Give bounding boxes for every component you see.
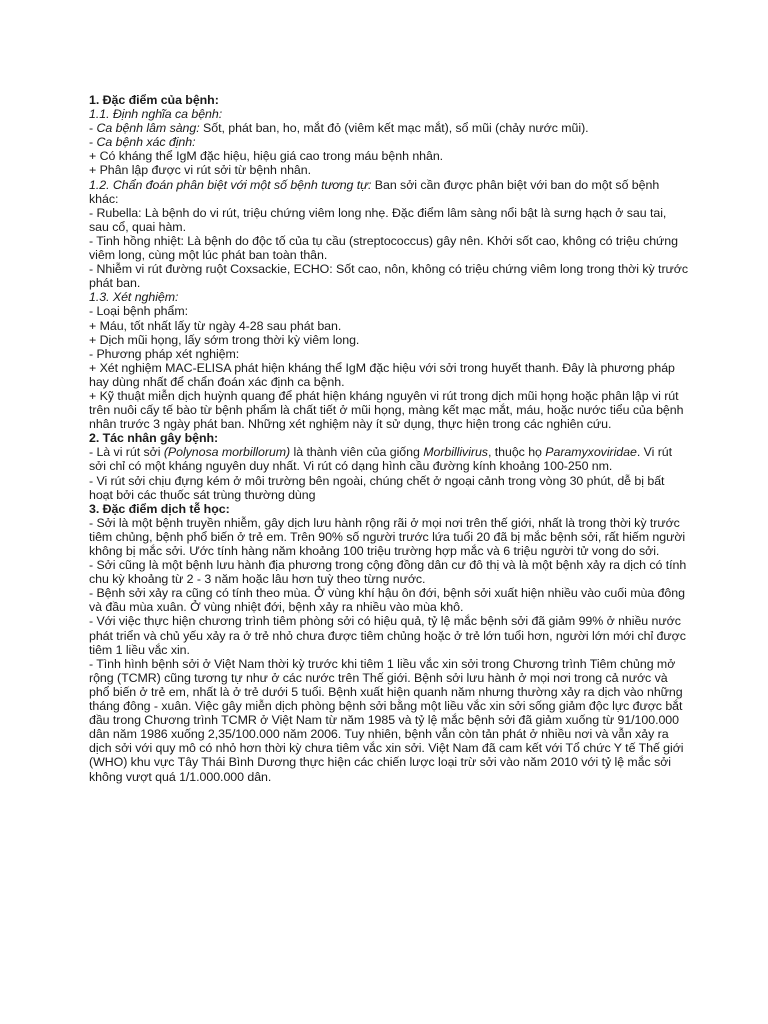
paragraph xyxy=(89,178,689,206)
text-run: - Tinh hồng nhiệt: Là bệnh do độc tố của tụ cầu (streptococcus) gây nên. Khởi sốt cao, không có triệu chứng viêm long, cùng một lúc phát ban toàn thân. xyxy=(89,233,678,263)
paragraph xyxy=(89,558,689,586)
document-body xyxy=(89,93,689,784)
text-run: (Polynosa morbillorum) xyxy=(163,445,291,460)
text-run: + Xét nghiệm MAC-ELISA phát hiện kháng thể IgM đặc hiệu với sởi trong huyết thanh. Đây là phương pháp hay dùng nhất để chẩn đoán xác định ca bệnh. xyxy=(89,360,675,389)
text-run: Sốt, phát ban, ho, mắt đỏ (viêm kết mạc mắt), sổ mũi (chảy nước mũi). xyxy=(199,121,589,136)
paragraph xyxy=(89,474,689,502)
paragraph xyxy=(89,107,689,121)
text-run: + Kỹ thuật miễn dịch huỳnh quang để phát hiện kháng nguyên vi rút trong dịch mũi họng hoặc phân lập vi rút trên nuôi cấy tế bào từ bệnh phẩm là chất tiết ở mũi họng, màng kết mạc mắt, máu, hoặc nước tiểu của bệnh nhân trước 3 ngày phát ban. Những xét nghiệm này ít sử dụng, thực hiện trong các nghiên cứu. xyxy=(89,388,684,432)
text-run: - Vi rút sởi chịu đựng kém ở môi trường bên ngoài, chúng chết ở ngoại cảnh trong vòng 30 phút, dễ bị bất hoạt bởi các thuốc sát trùng thường dùng xyxy=(89,473,665,502)
text-run: - Bệnh sởi xảy ra cũng có tính theo mùa. Ở vùng khí hậu ôn đới, bệnh sởi xuất hiện nhiều vào cuối mùa đông và đầu mùa xuân. Ở vùng nhiệt đới, bệnh xảy ra nhiều vào mùa khô. xyxy=(89,586,685,615)
paragraph xyxy=(89,445,689,473)
text-run: + Máu, tốt nhất lấy từ ngày 4-28 sau phát ban. xyxy=(89,318,342,333)
text-run: + Phân lập được vi rút sởi từ bệnh nhân. xyxy=(89,163,311,178)
text-run: 2. Tác nhân gây bệnh: xyxy=(89,431,219,446)
paragraph xyxy=(89,347,689,361)
paragraph xyxy=(89,586,689,614)
text-run: Morbillivirus xyxy=(423,445,488,460)
text-run: - Sởi cũng là một bệnh lưu hành địa phương trong cộng đồng dân cư đô thị và là một bệnh xảy ra dịch có tính chu kỳ khoảng từ 2 - 3 năm hoặc lâu hơn tuỳ theo từng nước. xyxy=(89,558,687,587)
text-run: . Vi rút sởi chỉ có một kháng nguyên duy nhất. Vi rút có dạng hình cầu đường kính khoảng 100-250 nm. xyxy=(89,445,673,474)
text-run: Ca bệnh xác định: xyxy=(96,135,196,150)
paragraph xyxy=(89,206,689,234)
text-run: - Sởi là một bệnh truyền nhiễm, gây dịch lưu hành rộng rãi ở mọi nơi trên thế giới, nhất là trong thời kỳ trước tiêm chủng, bệnh phổ biến ở trẻ em. Trên 90% số người trước lứa tuổi 20 đã bị mắc bệnh sởi, rất hiếm người không bị mắc sởi. Ước tính hàng năm khoảng 100 triệu trường hợp mắc và 6 triệu người tử vong do sởi. xyxy=(89,515,686,558)
text-run: - Tình hình bệnh sởi ở Việt Nam thời kỳ trước khi tiêm 1 liều vắc xin sởi trong Chương trình Tiêm chủng mở rộng (TCMR) cũng tương tự như ở các nước trên Thế giới. Bệnh sởi lưu hành ở mọi nơi trong cả nước và phổ biến ở trẻ em, nhất là ở trẻ dưới 5 tuổi. Bệnh xuất hiện quanh năm nhưng thường xảy ra dịch vào những tháng đông - xuân. Việc gây miễn dịch phòng bệnh sởi bằng một liều vắc xin sởi sống giảm độc lực được bắt đầu trong Chương trình TCMR ở Việt Nam từ năm 1985 và tỷ lệ mắc bệnh sởi đã giảm xuống từ 91/100.000 dân năm 1986 xuống 2,35/100.000 năm 2006. Tuy nhiên, bệnh vẫn còn tản phát ở nhiều nơi và vẫn xảy ra dịch sởi với quy mô có nhỏ hơn thời kỳ chưa tiêm vắc xin sởi. Việt Nam đã cam kết với Tổ chức Y tế Thế giới (WHO) khu vực Tây Thái Bình Dương thực hiện các chiến lược loại trừ sởi vào năm 2010 với tỷ lệ mắc sởi không vượt quá 1/1.000.000 dân. xyxy=(89,656,684,784)
text-run: 1. Đặc điểm của bệnh: xyxy=(89,93,219,107)
paragraph xyxy=(89,516,689,558)
text-run: - Loại bệnh phẩm: xyxy=(89,304,189,319)
text-run: + Có kháng thể IgM đặc hiệu, hiệu giá cao trong máu bệnh nhân. xyxy=(89,149,444,164)
section-heading xyxy=(89,93,689,107)
text-run: Ban sởi cần được phân biệt với ban do một số bệnh khác: xyxy=(89,177,660,206)
paragraph xyxy=(89,163,689,177)
text-run: Ca bệnh lâm sàng: xyxy=(96,121,200,136)
paragraph xyxy=(89,149,689,163)
paragraph xyxy=(89,361,689,389)
paragraph xyxy=(89,304,689,318)
text-run: 1.2. Chẩn đoán phân biệt với một số bệnh tương tự: xyxy=(89,177,372,192)
text-run: - Rubella: Là bệnh do vi rút, triệu chứng viêm long nhẹ. Đặc điểm lâm sàng nổi bật là sưng hạch ở sau tai, sau cổ, quai hàm. xyxy=(89,205,667,234)
text-run: Paramyxoviridae xyxy=(545,445,637,460)
text-run: - Phương pháp xét nghiệm: xyxy=(89,346,240,361)
text-run: 3. Đặc điểm dịch tễ học: xyxy=(89,501,230,516)
text-run: - Là vi rút sởi xyxy=(89,445,164,460)
paragraph xyxy=(89,234,689,262)
text-run: - xyxy=(89,121,97,136)
text-run: 1.3. Xét nghiệm: xyxy=(89,290,179,305)
paragraph xyxy=(89,389,689,431)
paragraph xyxy=(89,319,689,333)
text-run: + Dịch mũi họng, lấy sớm trong thời kỳ viêm long. xyxy=(89,332,360,347)
paragraph xyxy=(89,262,689,290)
paragraph xyxy=(89,614,689,656)
paragraph xyxy=(89,290,689,304)
section-heading xyxy=(89,502,689,516)
text-run: - Với việc thực hiện chương trình tiêm phòng sởi có hiệu quả, tỷ lệ mắc bệnh sởi đã giảm 99% ở nhiều nước phát triển và chủ yếu xảy ra ở trẻ nhỏ chưa được tiêm chủng hoặc ở trẻ lớn tuổi hơn, người lớn mới chỉ được tiêm 1 liều vắc xin. xyxy=(89,614,686,657)
paragraph xyxy=(89,657,689,784)
text-run: , thuộc họ xyxy=(487,445,546,460)
section-heading xyxy=(89,431,689,445)
paragraph xyxy=(89,121,689,135)
text-run: - Nhiễm vi rút đường ruột Coxsackie, ECHO: Sốt cao, nôn, không có triệu chứng viêm long trong thời kỳ trước phát ban. xyxy=(89,262,688,291)
paragraph xyxy=(89,135,689,149)
text-run: là thành viên của giống xyxy=(290,445,424,460)
text-run: 1.1. Định nghĩa ca bệnh: xyxy=(89,107,223,122)
paragraph xyxy=(89,333,689,347)
text-run: - xyxy=(89,135,97,150)
